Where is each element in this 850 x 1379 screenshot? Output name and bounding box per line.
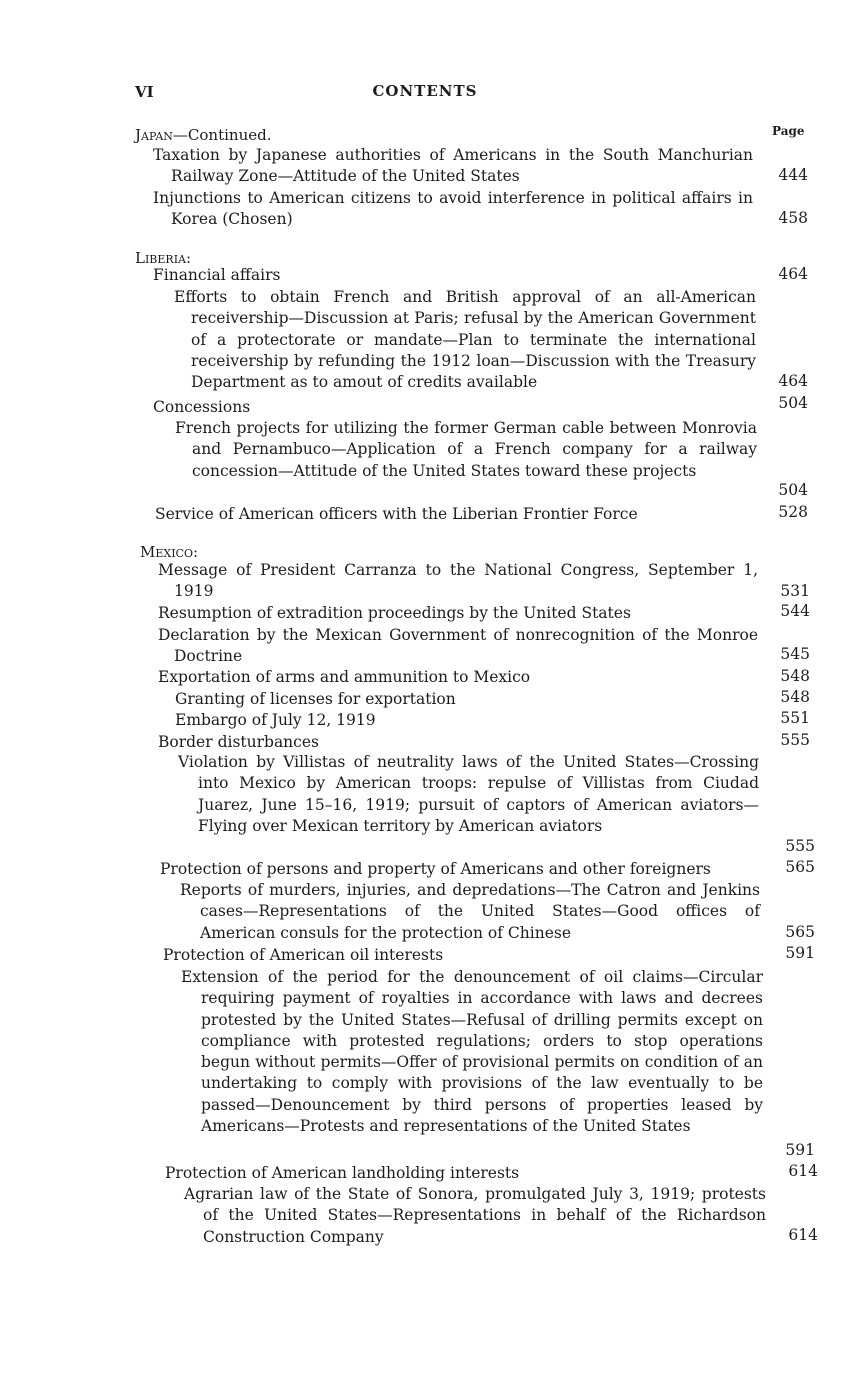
- toc-entry: [158, 603, 758, 624]
- toc-page-number: 551: [780, 709, 810, 727]
- toc-page-number: 565: [785, 858, 815, 876]
- page-column-label: Page: [772, 124, 805, 138]
- toc-entry-text: Financial affairs: [153, 266, 281, 284]
- toc-page-number: 548: [780, 667, 810, 685]
- toc-entry: [158, 732, 758, 753]
- toc-entry: [175, 689, 757, 710]
- toc-page-number: 458: [778, 209, 808, 227]
- toc-page-number: 504: [778, 394, 808, 412]
- toc-page-number: 528: [778, 503, 808, 521]
- toc-entry-text: Violation by Villistas of neutrality laws of the United States—Crossing into Mexico by American troops: repulse of Villistas from Ciudad Juarez, June 15–16, 1919; pursuit of captors of American aviators—Flying over Mexican territory by American aviators: [178, 753, 759, 835]
- toc-entry-text: Reports of murders, injuries, and depredations—The Catron and Jenkins cases—Representations of the United States—Good offices of American consuls for the protection of Chinese: [180, 881, 760, 942]
- toc-page-number: 591: [785, 944, 815, 962]
- toc-page-number: 555: [785, 837, 815, 855]
- toc-entry: [153, 265, 753, 286]
- toc-entry: [174, 287, 756, 393]
- toc-entry-text: Declaration by the Mexican Government of nonrecognition of the Monroe Doctrine: [158, 626, 758, 666]
- toc-entry-text: Granting of licenses for exportation: [175, 690, 456, 708]
- section-heading-japan: Japan—Continued.: [135, 126, 272, 144]
- toc-page-number: 565: [785, 923, 815, 941]
- running-head-title: CONTENTS: [372, 82, 478, 100]
- toc-page-number: 591: [785, 1141, 815, 1159]
- toc-entry-text: Protection of American landholding interests: [165, 1164, 520, 1182]
- toc-entry: [155, 504, 755, 525]
- toc-entry-text: Service of American officers with the Liberian Frontier Force: [155, 505, 638, 523]
- toc-entry: [153, 145, 753, 188]
- toc-entry: [153, 188, 753, 231]
- toc-entry-text: Protection of American oil interests: [163, 946, 444, 964]
- section-heading-mexico: Mexico:: [140, 543, 199, 561]
- toc-entry-text: Embargo of July 12, 1919: [175, 711, 376, 729]
- toc-page-number: 464: [778, 372, 808, 390]
- toc-entry-text: Agrarian law of the State of Sonora, promulgated July 3, 1919; protests of the United States—Representations in behalf of the Richardson Construction Company: [184, 1185, 766, 1246]
- toc-entry-text: Efforts to obtain French and British approval of an all-American receivership—Discussion at Paris; refusal by the American Government of a protectorate or mandate—Plan to terminate the international receivership by refunding the 1912 loan—Discussion with the Treasury Department as to amout of credits available: [174, 288, 756, 392]
- section-heading-liberia: Liberia:: [135, 249, 192, 267]
- toc-entry-text: French projects for utilizing the former German cable between Monrovia and Pernambuco—Application of a French company for a railway concession—Attitude of the United States toward these projects: [175, 419, 757, 480]
- toc-entry: [178, 752, 759, 837]
- toc-entry-text: Protection of persons and property of Americans and other foreigners: [160, 860, 711, 878]
- toc-page-number: 545: [780, 645, 810, 663]
- toc-entry-text: Concessions: [153, 398, 251, 416]
- toc-entry: [163, 945, 761, 966]
- toc-entry: [158, 667, 758, 688]
- toc-entry-text: Resumption of extradition proceedings by the United States: [158, 604, 631, 622]
- toc-entry: [153, 397, 753, 418]
- toc-entry-text: Extension of the period for the denouncement of oil claims—Circular requiring payment of royalties in accordance with laws and decrees protested by the United States—Refusal of drilling permits except on compliance with protested regulations; orders to stop operations begun without permits—Offer of provisional permits on condition of an undertaking to comply with provisions of the law eventually to be passed—Denouncement by third persons of properties leased by Americans—Protests and representations of the United States: [181, 968, 763, 1136]
- toc-page-number: 614: [788, 1162, 818, 1180]
- page-folio: VI: [135, 83, 154, 101]
- toc-entry-text: Message of President Carranza to the National Congress, September 1, 1919: [158, 561, 758, 601]
- toc-entry: [181, 967, 763, 1137]
- toc-entry: [175, 418, 757, 482]
- toc-entry: [165, 1163, 763, 1184]
- toc-page-number: 548: [780, 688, 810, 706]
- toc-page-number: 544: [780, 602, 810, 620]
- toc-entry-text: Border disturbances: [158, 733, 319, 751]
- toc-page-number: 444: [778, 166, 808, 184]
- toc-entry: [180, 880, 760, 944]
- toc-entry-text: Exportation of arms and ammunition to Mexico: [158, 668, 531, 686]
- toc-page-number: 531: [780, 582, 810, 600]
- toc-entry: [184, 1184, 766, 1248]
- toc-page-number: 464: [778, 265, 808, 283]
- toc-entry: [158, 560, 758, 603]
- toc-page-number: 555: [780, 731, 810, 749]
- toc-entry: [160, 859, 760, 880]
- toc-entry: [175, 710, 757, 731]
- toc-page-number: 504: [778, 481, 808, 499]
- toc-entry-text: Taxation by Japanese authorities of Americans in the South Manchurian Railway Zone—Attitude of the United States: [153, 146, 753, 186]
- toc-page-number: 614: [788, 1226, 818, 1244]
- toc-entry-text: Injunctions to American citizens to avoid interference in political affairs in Korea (Chosen): [153, 189, 753, 229]
- toc-entry: [158, 625, 758, 668]
